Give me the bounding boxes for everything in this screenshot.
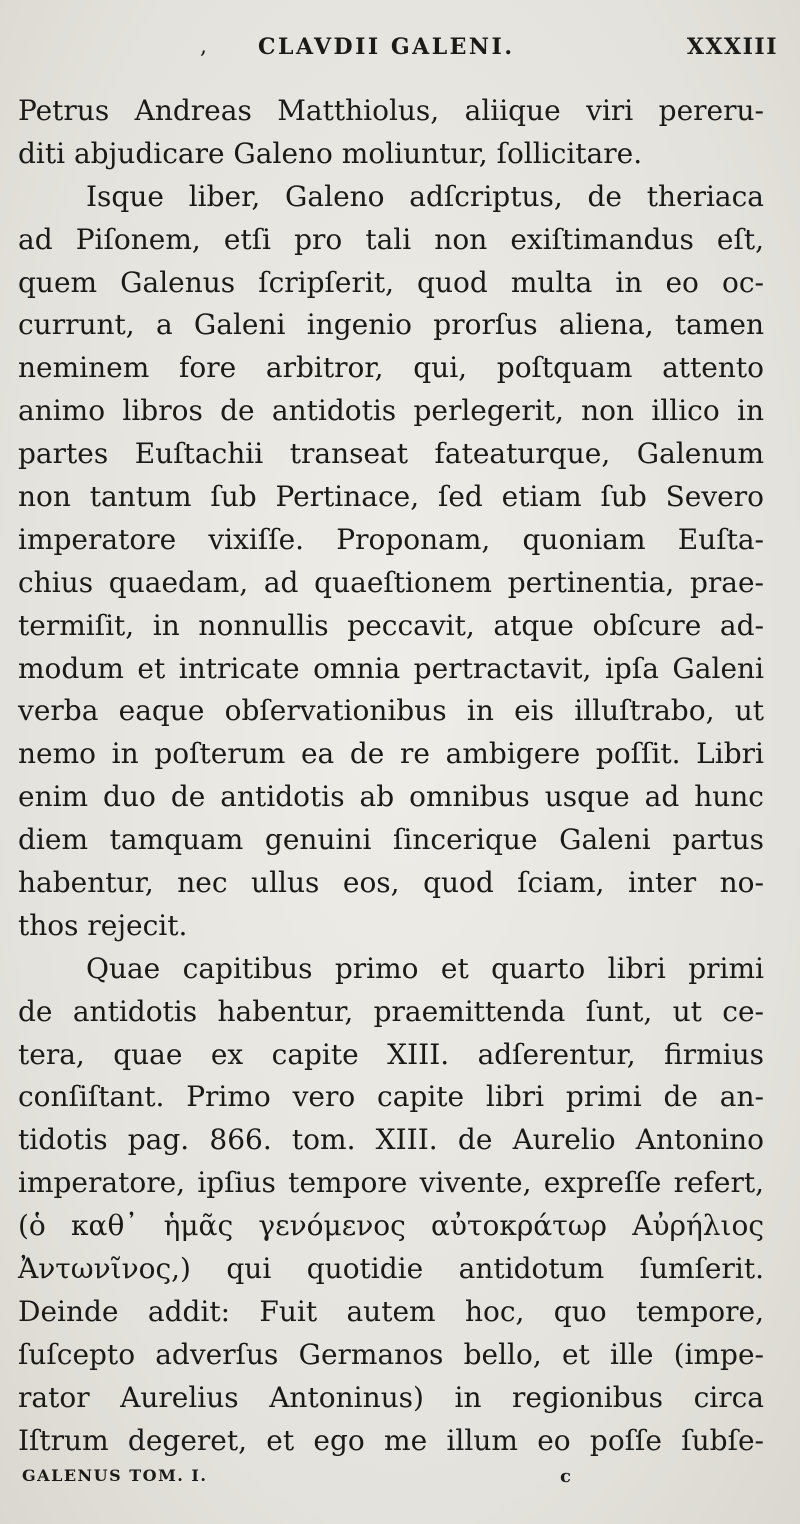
text-line: ſuſcepto adverſus Germanos bello, et ille (impe- [18, 1337, 764, 1371]
text-line: ad Piſonem, etſi pro tali non exiſtimandus eſt, [18, 222, 764, 256]
page-number: XXXIII [686, 34, 778, 60]
text-line: thos rejecit. [18, 908, 188, 942]
running-title: CLAVDII GALENI. [258, 34, 515, 60]
text-line: quem Galenus ſcripſerit, quod multa in eo oc- [18, 265, 764, 299]
text-line: neminem fore arbitror, qui, poſtquam attento [18, 351, 764, 385]
text-line: modum et intricate omnia pertractavit, ipſa Galeni [18, 651, 764, 685]
text-line: Quae capitibus primo et quarto libri primi [86, 951, 764, 985]
running-header [18, 28, 778, 64]
greek-quote-line: Ἀντωνῖνος,) qui quotidie antidotum ſumſerit. [18, 1252, 764, 1286]
greek-quote-line: (ὁ καθ᾽ ἡμᾶς γενόμενος αὐτοκράτωρ Αὐρήλιος [18, 1209, 764, 1243]
text-line: habentur, nec ullus eos, quod ſciam, inter no- [18, 866, 764, 900]
text-line: rator Aurelius Antoninus) in regionibus circa [18, 1380, 764, 1414]
text-line: imperatore, ipſius tempore vivente, expreſſe refert, [18, 1166, 764, 1200]
text-line: tidotis pag. 866. tom. XIII. de Aurelio Antonino [18, 1123, 764, 1157]
page-footer [22, 1466, 782, 1490]
header-mark: , [200, 34, 207, 59]
text-line: chius quaedam, ad quaeſtionem pertinentia, prae- [18, 565, 764, 599]
text-line: non tantum ſub Pertinace, ſed etiam ſub Severo [18, 480, 764, 514]
body-text [18, 90, 764, 1463]
text-line: termiſit, in nonnullis peccavit, atque obſcure ad- [18, 608, 764, 642]
text-line: imperatore vixiſſe. Proponam, quoniam Euſta- [18, 522, 764, 556]
text-line: Deinde addit: Fuit autem hoc, quo tempore, [18, 1294, 764, 1328]
text-line: Iſtrum degeret, et ego me illum eo poſſe ſubſe- [18, 1423, 764, 1457]
text-line: conſiſtant. Primo vero capite libri primi de an- [18, 1080, 764, 1114]
text-line: partes Euſtachii transeat fateaturque, Galenum [18, 437, 764, 471]
text-line: enim duo de antidotis ab omnibus usque ad hunc [18, 780, 764, 814]
text-line: de antidotis habentur, praemittenda ſunt, ut ce- [18, 994, 764, 1028]
text-line: Isque liber, Galeno adſcriptus, de theriaca [86, 179, 764, 213]
text-line: diem tamquam genuini ſincerique Galeni partus [18, 823, 764, 857]
text-line: animo libros de antidotis perlegerit, non illico in [18, 394, 764, 428]
text-line: nemo in poſterum ea de re ambigere poſſit. Libri [18, 737, 764, 771]
text-line: diti abjudicare Galeno moliuntur, ſollicitare. [18, 136, 643, 170]
text-line: verba eaque obſervationibus in eis illuſtrabo, ut [18, 694, 764, 728]
signature-mark: c [560, 1466, 573, 1487]
text-line: tera, quae ex capite XIII. adſerentur, firmius [18, 1037, 764, 1071]
text-line: Petrus Andreas Matthiolus, aliique viri pereru- [18, 94, 764, 127]
signature-line: GALENUS TOM. I. [22, 1466, 208, 1485]
text-line: currunt, a Galeni ingenio prorſus aliena, tamen [18, 308, 764, 342]
